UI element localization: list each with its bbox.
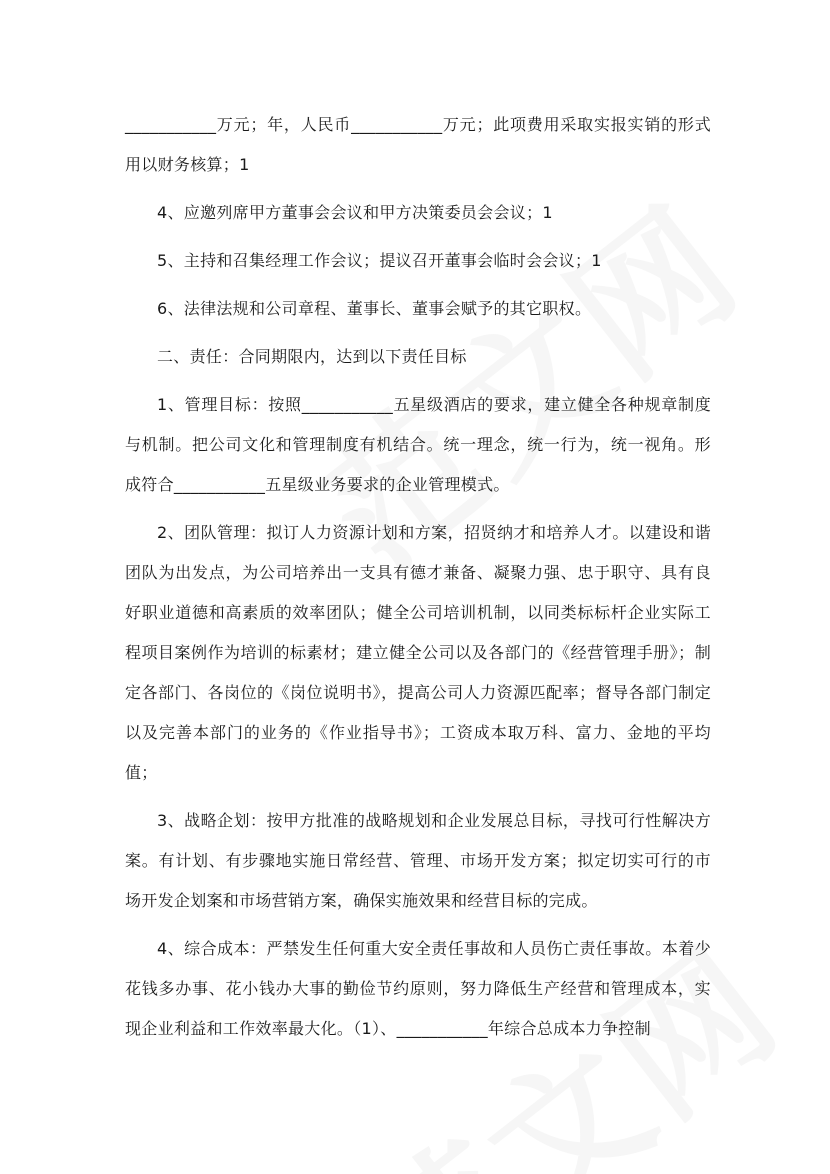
paragraph-team-management: 2、团队管理：拟订人力资源计划和方案，招贤纳才和培养人才。以建设和谐团队为出发点，为公司培养出一支具有德才兼备、凝聚力强、忠于职守、具有良好职业道德和高素质的效率团队；健全公司培训机制，以同类标标杆企业实际工程项目案例作为培训的标素材；建立健全公司以及各部门的《经营管理手册》；制定各部门、各岗位的《岗位说明书》，提高公司人力资源匹配率；督导各部门制定以及完善本部门的业务的《作业指导书》；工资成本取万科、富力、金地的平均值； [125, 523, 711, 782]
document-body [125, 105, 711, 1049]
paragraph-item-6-other-powers: 6、法律法规和公司章程、董事长、董事会赋予的其它职权。 [157, 299, 592, 318]
paragraph-comprehensive-cost: 4、综合成本：严禁发生任何重大安全责任事故和人员伤亡责任事故。本着少花钱多办事、花小钱办大事的勤俭节约原则，努力降低生产经营和管理成本，实现企业利益和工作效率最大化。（1）、___________年综合总成本力争控制 [125, 939, 711, 1038]
paragraph-expense-clause: ___________万元；年，人民币___________万元；此项费用采取实报实销的形式用以财务核算；1 [125, 115, 711, 174]
paragraph-item-5-manager-meetings: 5、主持和召集经理工作会议；提议召开董事会临时会会议；1 [157, 251, 602, 270]
paragraph-item-4-meetings: 4、应邀列席甲方董事会会议和甲方决策委员会会议；1 [157, 203, 553, 222]
paragraph-strategic-planning: 3、战略企划：按甲方批准的战略规划和企业发展总目标，寻找可行性解决方案。有计划、有步骤地实施日常经营、管理、市场开发方案；拟定切实可行的市场开发企划案和市场营销方案，确保实施效果和经营目标的完成。 [125, 811, 711, 910]
section-heading-responsibility: 二、责任：合同期限内，达到以下责任目标 [157, 347, 467, 366]
paragraph-management-goal: 1、管理目标：按照___________五星级酒店的要求，建立健全各种规章制度与机制。把公司文化和管理制度有机结合。统一理念，统一行为，统一视角。形成符合___________五星级业务要求的企业管理模式。 [125, 395, 711, 494]
